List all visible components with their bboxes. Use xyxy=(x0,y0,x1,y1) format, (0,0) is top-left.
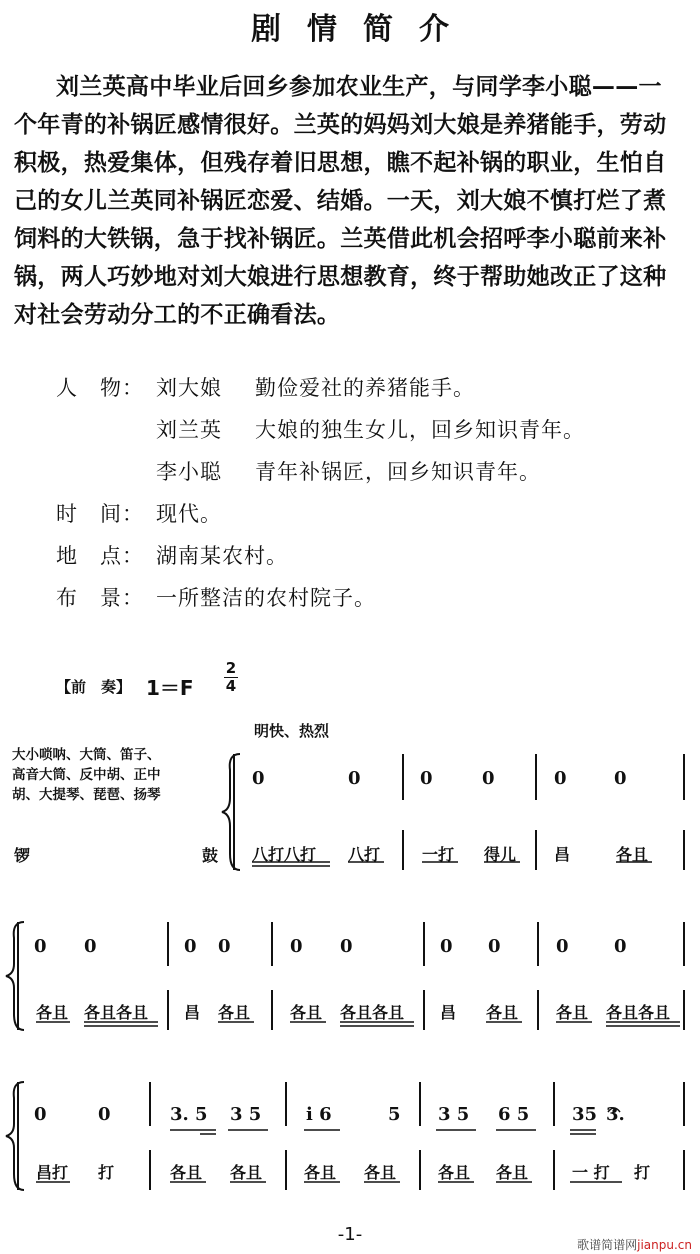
synopsis-line-7: 对社会劳动分工的不正确看法。 xyxy=(14,302,341,328)
synopsis-line-5: 饲料的大铁锅，急于找补锅匠。兰英借此机会招呼李小聪前来补 xyxy=(14,226,667,252)
cast-desc-3: 青年补锅匠，回乡知识青年。 xyxy=(255,460,541,484)
scene-label: 布 景： xyxy=(56,586,144,610)
time-label: 时 间： xyxy=(56,502,144,526)
note: 0 xyxy=(34,1104,47,1125)
percussion-syllable: 昌 xyxy=(554,845,571,864)
cast-name-3: 李小聪 xyxy=(156,460,222,484)
watermark-site: jianpu.cn xyxy=(637,1238,692,1252)
place-value: 湖南某农村。 xyxy=(156,544,288,568)
synopsis-line-2: 个年青的补锅匠感情很好。兰英的妈妈刘大娘是养猪能手，劳动 xyxy=(14,112,667,138)
percussion-syllable: 各且 xyxy=(230,1163,263,1182)
synopsis-line-4: 己的女儿兰英同补锅匠恋爱、结婚。一天，刘大娘不慎打烂了煮 xyxy=(14,188,667,214)
instrument-line-2: 高音大筒、反中胡、正中 xyxy=(12,767,161,783)
time-value: 现代。 xyxy=(156,502,222,526)
note: 0 xyxy=(614,768,627,789)
scene-value: 一所整洁的农村院子。 xyxy=(156,586,376,610)
percussion-syllable: 各且 xyxy=(36,1003,69,1022)
note: 0 xyxy=(482,768,495,789)
time-sig-bottom: 4 xyxy=(225,677,237,695)
system-3-brace xyxy=(6,1082,24,1190)
system-2-brace xyxy=(6,922,24,1030)
percussion-syllable: 各且 xyxy=(616,845,649,864)
percussion-syllable: 昌打 xyxy=(36,1163,69,1182)
percussion-syllable: 各且 xyxy=(486,1003,519,1022)
note: 6 5 xyxy=(498,1104,530,1125)
note: 0 xyxy=(290,936,303,957)
cast-name-2: 刘兰英 xyxy=(156,418,222,442)
percussion-syllable: 打 xyxy=(98,1163,115,1182)
percussion-syllable: 各且各且 xyxy=(606,1003,671,1022)
prelude-label: 【前 奏】 xyxy=(56,678,132,696)
instrument-line-3: 胡、大提琴、琵琶、扬琴 xyxy=(12,787,161,803)
note: 0 xyxy=(348,768,361,789)
page-number: -1- xyxy=(337,1224,363,1245)
note: 0 xyxy=(34,936,47,957)
percussion-syllable: 各且 xyxy=(556,1003,589,1022)
synopsis-line-1: 刘兰英高中毕业后回乡参加农业生产，与同学李小聪——一 xyxy=(56,74,662,100)
percussion-syllable: 各且 xyxy=(438,1163,471,1182)
page-title: 剧情简介 xyxy=(251,12,475,47)
cast-name-1: 刘大娘 xyxy=(156,376,222,400)
percussion-label-drum: 鼓 xyxy=(202,846,219,865)
note: 0 xyxy=(614,936,627,957)
note: 0 xyxy=(84,936,97,957)
system-1-lines xyxy=(0,740,700,890)
percussion-syllable: 各且 xyxy=(364,1163,397,1182)
note: 3. 5 xyxy=(170,1104,208,1125)
system-1-brace xyxy=(222,754,240,870)
cast-desc-2: 大娘的独生女儿，回乡知识青年。 xyxy=(255,418,585,442)
place-label: 地 点： xyxy=(56,544,144,568)
percussion-syllable: 各且 xyxy=(170,1163,203,1182)
note: 0 xyxy=(252,768,265,789)
note: i 6 xyxy=(306,1104,332,1125)
note: 0 xyxy=(556,936,569,957)
synopsis-line-6: 锅，两人巧妙地对刘大娘进行思想教育，终于帮助她改正了这种 xyxy=(14,264,667,290)
time-sig-top: 2 xyxy=(225,659,237,677)
note: 0 xyxy=(340,936,353,957)
percussion-syllable: 昌 xyxy=(440,1003,457,1022)
note: 0 xyxy=(184,936,197,957)
instrument-line-1: 大小唢呐、大筒、笛子、 xyxy=(12,747,161,763)
percussion-label-gong: 锣 xyxy=(14,846,31,865)
system-3-lines xyxy=(0,1070,700,1210)
watermark-prefix: 歌谱简谱网 xyxy=(577,1238,638,1252)
percussion-syllable: 得儿 xyxy=(484,845,517,864)
note: 0 xyxy=(440,936,453,957)
percussion-syllable: 各且各且 xyxy=(84,1003,149,1022)
note: 3 5 xyxy=(230,1104,262,1125)
note: 0 xyxy=(420,768,433,789)
cast-label: 人 物： xyxy=(56,376,144,400)
synopsis-line-3: 积极，热爱集体，但残存着旧思想，瞧不起补锅的职业，生怕自 xyxy=(14,150,667,176)
percussion-syllable: 昌 xyxy=(184,1003,201,1022)
percussion-syllable: 八打 xyxy=(348,845,381,864)
note: 3 5 xyxy=(438,1104,470,1125)
percussion-syllable: 各且各且 xyxy=(340,1003,405,1022)
note: 0 xyxy=(218,936,231,957)
note: 0 xyxy=(98,1104,111,1125)
time-signature xyxy=(224,661,238,694)
note: 0 xyxy=(488,936,501,957)
key-signature: 1＝F xyxy=(146,676,194,700)
percussion-syllable: 一打 xyxy=(422,845,455,864)
cast-desc-1: 勤俭爱社的养猪能手。 xyxy=(255,376,475,400)
percussion-syllable: 八打八打 xyxy=(252,845,317,864)
percussion-syllable: 各且 xyxy=(304,1163,337,1182)
note: 35 xyxy=(572,1104,598,1125)
percussion-syllable: 各且 xyxy=(496,1163,529,1182)
note: 0 xyxy=(554,768,567,789)
percussion-syllable: 一 打 xyxy=(572,1163,610,1182)
percussion-syllable: 各且 xyxy=(290,1003,323,1022)
watermark xyxy=(577,1236,692,1253)
note: 5 xyxy=(388,1104,401,1125)
percussion-syllable: 打 xyxy=(634,1163,651,1182)
system-2-lines xyxy=(0,910,700,1050)
percussion-syllable: 各且 xyxy=(218,1003,251,1022)
tempo-marking: 明快、热烈 xyxy=(254,722,330,740)
note: 3. xyxy=(606,1104,625,1125)
